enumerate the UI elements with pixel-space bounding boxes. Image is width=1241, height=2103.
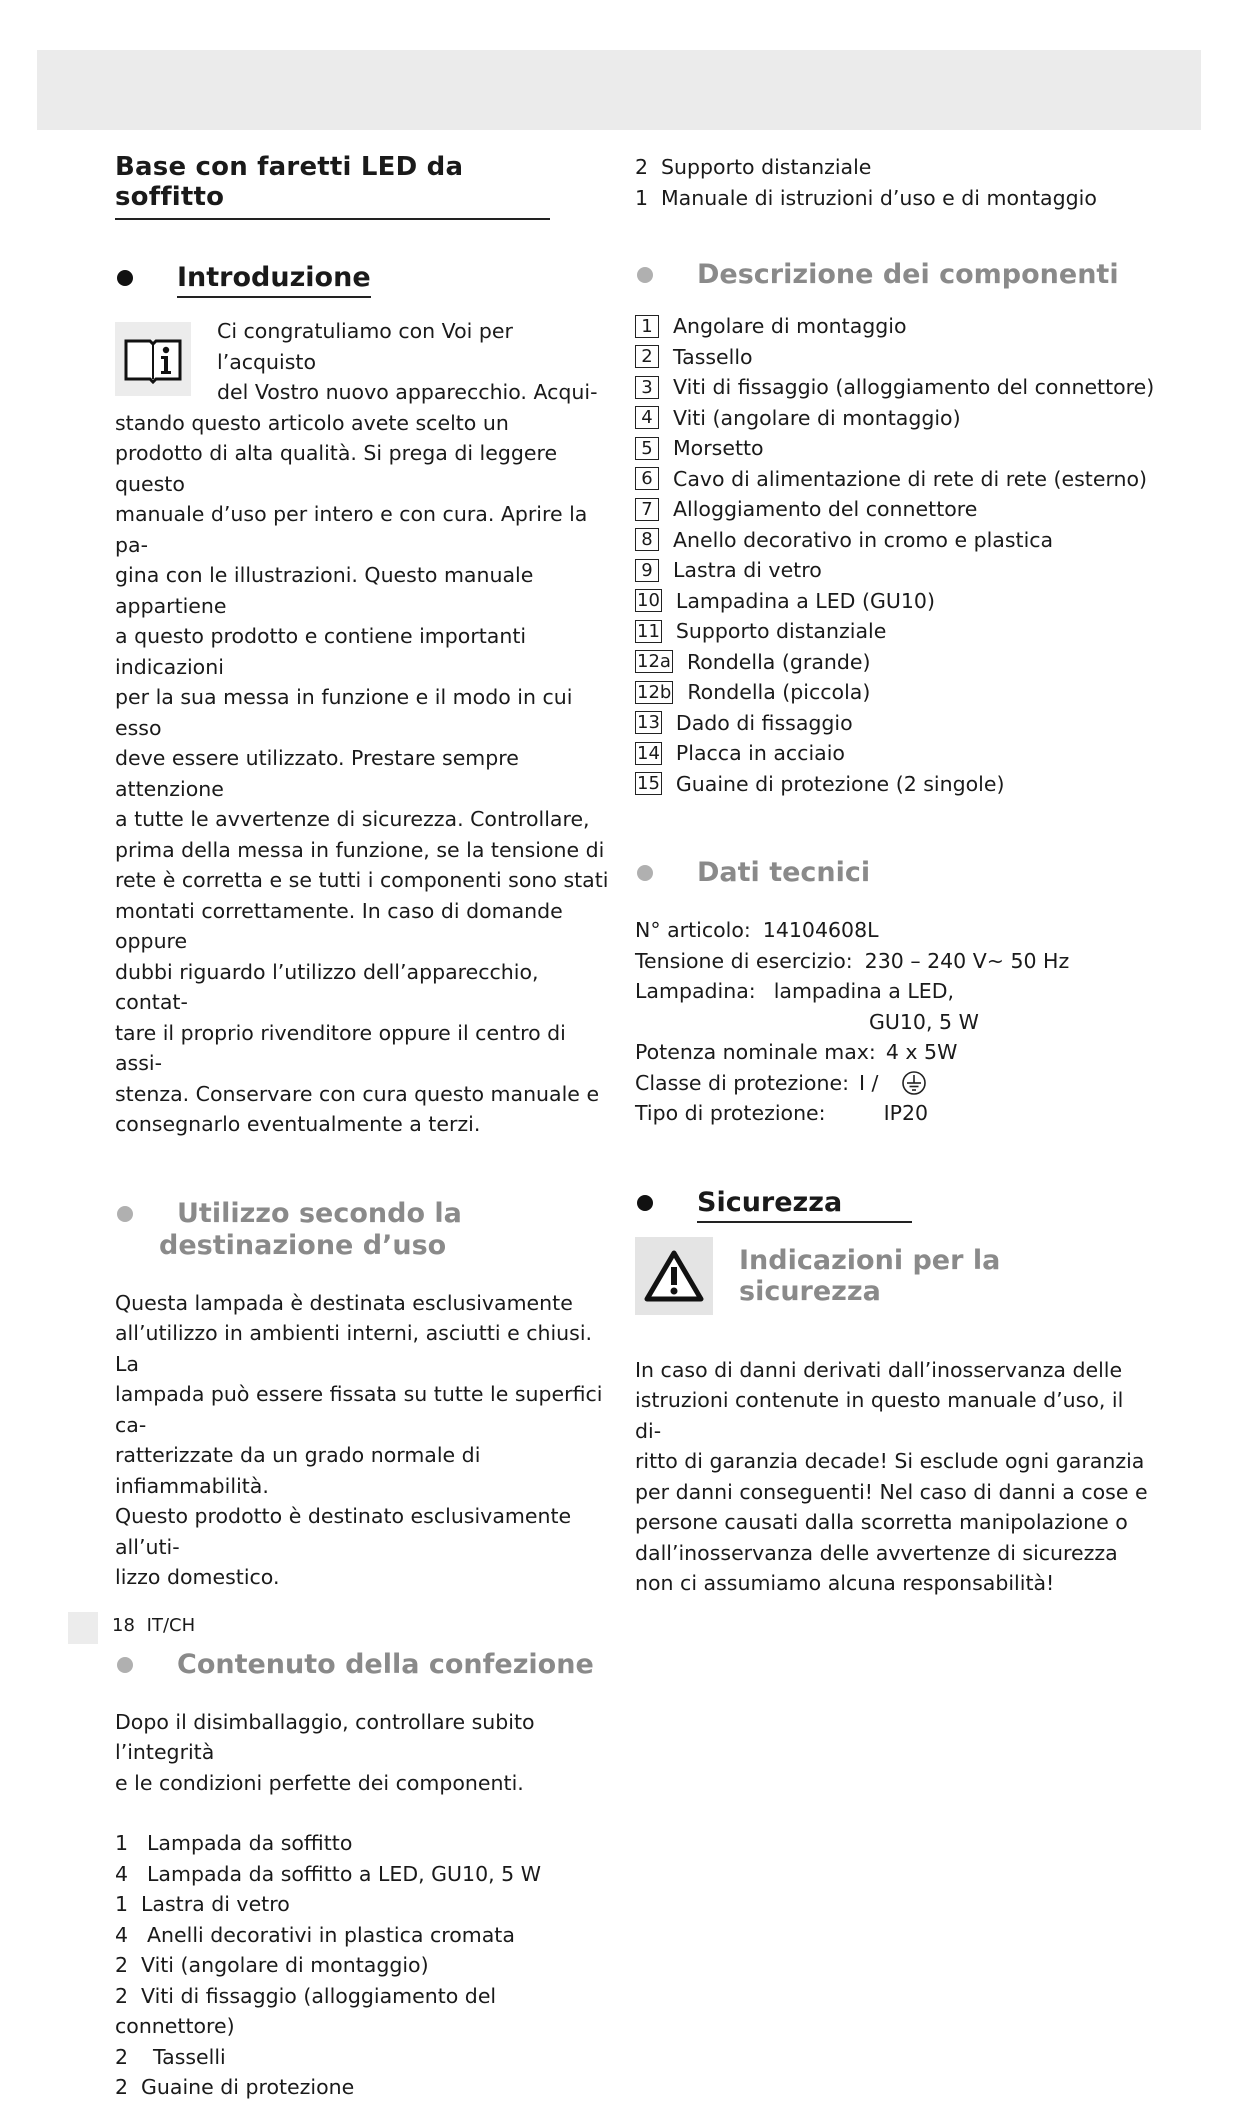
bullet-icon	[117, 270, 133, 286]
page-language: IT/CH	[146, 1615, 196, 1636]
list-item: 1 Manuale di istruzioni d’uso e di montaggio	[635, 185, 1097, 210]
list-item: 2 Supporto distanziale	[635, 155, 872, 179]
list-item: 12a Rondella (grande)	[637, 649, 871, 674]
page-footer	[112, 1615, 195, 1636]
intro-line: prima della messa in funzione, se la tensione di	[115, 837, 605, 862]
intro-line: per la sua messa in funzione e il modo in cui esso	[115, 685, 573, 740]
list-item: 13 Dado di fissaggio	[637, 710, 853, 735]
safety-line: istruzioni contenute in questo manuale d’uso, il di-	[635, 1388, 1124, 1443]
package-heading: Contenuto della confezione	[115, 1649, 615, 1681]
intro-line: stenza. Conservare con cura questo manuale e	[115, 1081, 600, 1106]
list-item: 11 Supporto distanziale	[637, 619, 887, 643]
safety-subheading: Indicazioni per la sicurezza	[739, 1244, 1001, 1307]
bullet-icon	[117, 1206, 133, 1222]
list-item: 1 Lampada da soffitto	[115, 1831, 353, 1855]
usage-section	[115, 1288, 615, 1593]
list-item: 10 Lampadina a LED (GU10)	[637, 588, 935, 613]
intro-line: a questo prodotto e contiene importanti indicazioni	[115, 624, 527, 679]
list-item: 9 Lastra di vetro	[635, 555, 1155, 586]
list-item: 15 Guaine di protezione (2 singole)	[637, 771, 1005, 796]
usage-heading: Utilizzo secondo la destinazione d’uso	[115, 1198, 615, 1262]
list-item: 2 Tasselli	[115, 2044, 226, 2069]
left-column	[115, 140, 615, 2103]
safety-line: ritto di garanzia decade! Si esclude ogni garanzia	[635, 1449, 1145, 1473]
list-item: 14 Placca in acciaio	[637, 741, 845, 765]
list-item: 7 Alloggiamento del connettore	[635, 494, 1155, 525]
list-item: 2 Tassello	[635, 342, 1155, 373]
bullet-icon	[117, 1657, 133, 1673]
spec-row: Tipo di protezione: IP20	[635, 1101, 929, 1125]
spec-row: Tensione di esercizio: 230 – 240 V~ 50 Hz	[635, 948, 1070, 973]
bullet-icon	[637, 1195, 653, 1211]
list-item: 3 Viti di fissaggio (alloggiamento del connettore)	[635, 372, 1155, 403]
intro-line: stando questo articolo avete scelto un	[115, 410, 509, 435]
intro-line: a tutte le avvertenze di sicurezza. Controllare,	[115, 807, 590, 831]
list-item: 4 Lampada da soffitto a LED, GU10, 5 W	[115, 1861, 541, 1886]
intro-line: consegnarlo eventualmente a terzi.	[115, 1112, 481, 1136]
spec-row: GU10, 5 W	[869, 1009, 979, 1034]
components-heading: Descrizione dei componenti	[635, 259, 1155, 291]
document-title: Base con faretti LED da soffitto	[115, 152, 550, 220]
list-item: 4 Viti (angolare di montaggio)	[635, 403, 1155, 434]
specs-section	[635, 915, 1155, 1129]
intro-line: gina con le illustrazioni. Questo manuale appartiene	[115, 563, 534, 618]
safety-heading: Sicurezza	[635, 1187, 1155, 1223]
list-item: 5 Morsetto	[635, 433, 1155, 464]
usage-line: lampada può essere fissata su tutte le superfici ca-	[115, 1382, 603, 1437]
list-item: 2 Viti (angolare di montaggio)	[115, 1953, 429, 1977]
list-item: 2 Viti di fissaggio (alloggiamento del connettore)	[115, 1983, 497, 2038]
spec-row: Classe di protezione: I /	[635, 1068, 1155, 1099]
right-column	[635, 152, 1155, 1599]
intro-line: del Vostro nuovo apparecchio. Acqui-	[217, 380, 598, 404]
intro-section	[115, 316, 615, 1140]
warning-icon	[635, 1237, 713, 1315]
package-intro-line: Dopo il disimballaggio, controllare subito l’integrità	[115, 1709, 535, 1764]
intro-line: prodotto di alta qualità. Si prega di leggere questo	[115, 441, 558, 496]
spec-row: N° articolo: 14104608L	[635, 918, 879, 942]
safety-line: non ci assumiamo alcuna responsabilità!	[635, 1571, 1055, 1595]
list-item: 4 Anelli decorativi in plastica cromata	[115, 1922, 515, 1947]
header-band	[37, 50, 1201, 130]
manual-info-icon	[115, 322, 191, 396]
intro-line: dubbi riguardo l’utilizzo dell’apparecchio, contat-	[115, 959, 539, 1014]
intro-line: tare il proprio rivenditore oppure il centro di assi-	[115, 1020, 566, 1075]
usage-line: ratterizzate da un grado normale di infiammabilità.	[115, 1443, 481, 1498]
list-item: 1 Lastra di vetro	[115, 1892, 290, 1916]
package-list	[115, 1828, 615, 2103]
safety-line: per danni conseguenti! Nel caso di danni a cose e	[635, 1479, 1148, 1504]
usage-line: Questa lampada è destinata esclusivamente	[115, 1290, 573, 1315]
intro-heading: Introduzione	[115, 262, 615, 298]
intro-line: montati correttamente. In caso di domande oppure	[115, 898, 563, 953]
page-number: 18	[112, 1615, 135, 1636]
specs-heading: Dati tecnici	[635, 857, 1155, 889]
list-item: 8 Anello decorativo in cromo e plastica	[635, 525, 1155, 556]
intro-line: manuale d’uso per intero e con cura. Aprire la pa-	[115, 502, 588, 557]
package-intro-line: e le condizioni perfette dei componenti.	[115, 1770, 524, 1795]
safety-text	[635, 1355, 1155, 1599]
package-intro	[115, 1707, 615, 1799]
safety-line: persone causati dalla scorretta manipolazione o	[635, 1510, 1128, 1534]
safety-line: In caso di danni derivati dall’inosservanza delle	[635, 1357, 1123, 1382]
list-item: 6 Cavo di alimentazione di rete di rete (esterno)	[635, 464, 1155, 495]
spec-row: Lampadina: lampadina a LED,	[635, 979, 955, 1003]
intro-line: Ci congratuliamo con Voi per l’acquisto	[217, 319, 513, 374]
intro-line: rete è corretta e se tutti i componenti sono stati	[115, 868, 609, 892]
intro-line: deve essere utilizzato. Prestare sempre attenzione	[115, 746, 519, 801]
list-item: 2 Guaine di protezione	[115, 2075, 355, 2099]
safety-line: dall’inosservanza delle avvertenze di sicurezza	[635, 1540, 1118, 1565]
ground-symbol-icon	[900, 1069, 928, 1097]
package-list-continued	[635, 152, 1155, 213]
list-item: 1 Angolare di montaggio	[635, 311, 1155, 342]
bullet-icon	[637, 865, 653, 881]
usage-line: Questo prodotto è destinato esclusivamente all’uti-	[115, 1504, 572, 1559]
list-item: 12b Rondella (piccola)	[637, 680, 871, 704]
bullet-icon	[637, 267, 653, 283]
spec-row: Potenza nominale max: 4 x 5W	[635, 1040, 958, 1064]
usage-line: all’utilizzo in ambienti interni, asciutti e chiusi. La	[115, 1321, 593, 1376]
footer-marker	[68, 1612, 98, 1644]
safety-subsection	[635, 1237, 1155, 1341]
components-list	[635, 311, 1155, 799]
usage-line: lizzo domestico.	[115, 1565, 280, 1589]
